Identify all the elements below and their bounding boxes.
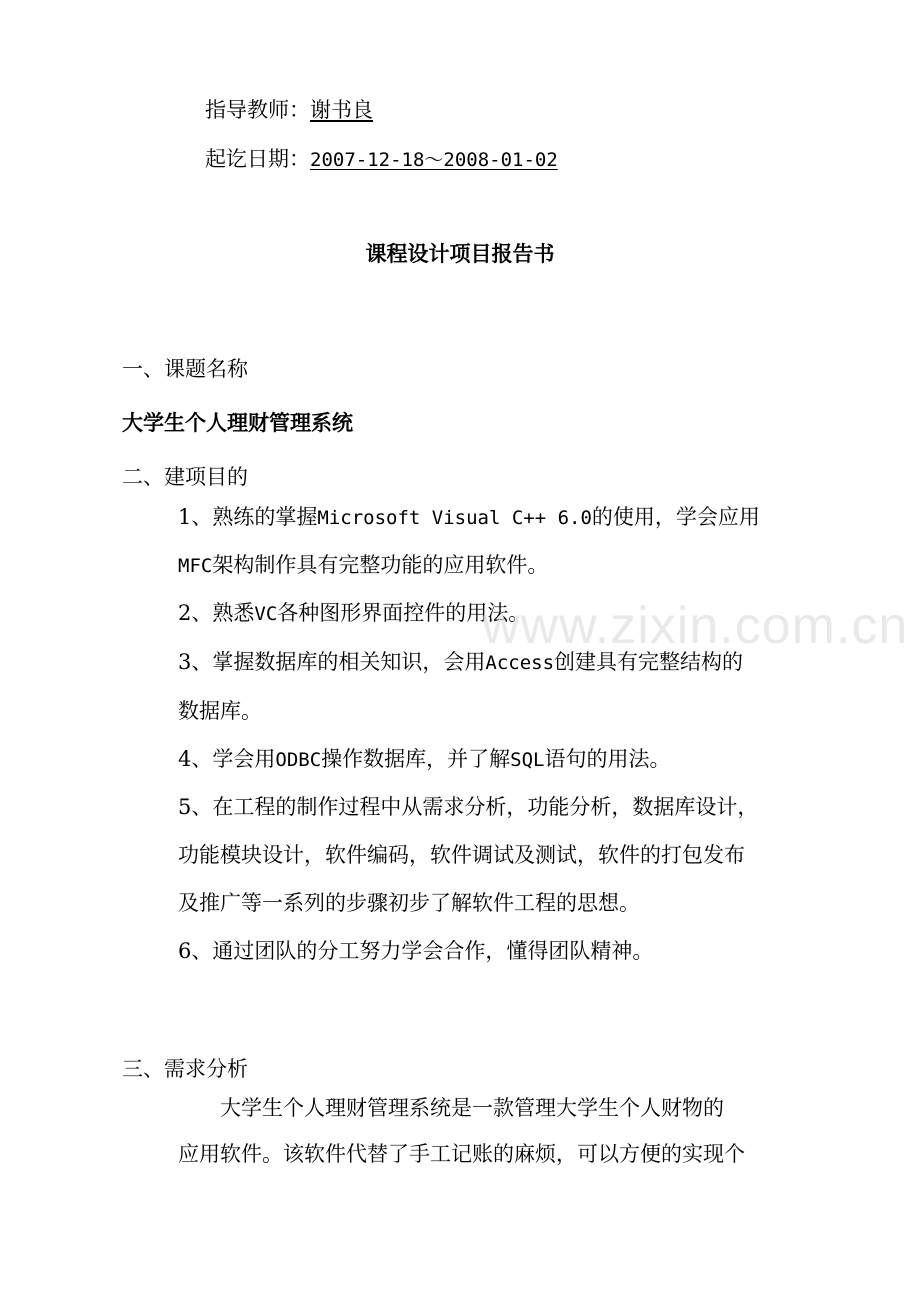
objective-item-4: [178, 745, 670, 774]
section2-heading: 二、建项目的: [122, 465, 248, 489]
item-text: 3、掌握数据库的相关知识，会用: [178, 650, 486, 674]
objective-item-6: 6、通过团队的分工努力学会合作，懂得团队精神。: [178, 939, 654, 963]
document-title: 课程设计项目报告书: [365, 242, 555, 266]
section3-paragraph-line2: 应用软件。该软件代替了手工记账的麻烦，可以方便的实现个: [178, 1142, 745, 1166]
section1-heading: 一、课题名称: [122, 357, 248, 381]
advisor-label: 指导教师：: [205, 98, 310, 122]
date-label: 起讫日期：: [205, 147, 310, 171]
objective-item-1-cont: [178, 551, 548, 580]
item-code: ODBC: [275, 749, 322, 771]
watermark: www.zixin.com.cn: [482, 597, 909, 655]
date-line: [205, 145, 558, 174]
section3-heading: 三、需求分析: [122, 1057, 248, 1081]
project-name: 大学生个人理财管理系统: [122, 411, 353, 435]
item-text: 架构制作具有完整功能的应用软件。: [212, 553, 549, 577]
advisor-name: 谢书良: [310, 98, 373, 122]
item-text: 2、熟悉: [178, 601, 255, 625]
item-code: MFC: [178, 555, 213, 577]
objective-item-5-cont2: 及推广等一系列的步骤初步了解软件工程的思想。: [178, 891, 640, 915]
item-text: 操作数据库，并了解: [321, 747, 511, 771]
objective-item-3-cont: 数据库。: [178, 699, 262, 723]
item-code: Microsoft Visual C++ 6.0: [317, 507, 592, 529]
objective-item-1: [178, 503, 760, 532]
item-code: SQL: [510, 749, 545, 771]
item-text: 4、学会用: [178, 747, 276, 771]
advisor-line: [205, 96, 373, 124]
item-text: 创建具有完整结构的: [554, 650, 744, 674]
item-text: 的使用，学会应用: [591, 505, 760, 529]
objective-item-5: 5、在工程的制作过程中从需求分析，功能分析，数据库设计，: [178, 795, 759, 819]
item-code: VC: [254, 603, 278, 625]
item-text: 各种图形界面控件的用法。: [277, 601, 530, 625]
item-text: 语句的用法。: [544, 747, 671, 771]
date-range: 2007-12-18～2008-01-02: [310, 149, 558, 171]
item-text: 1、熟练的掌握: [178, 505, 318, 529]
section3-paragraph-line1: 大学生个人理财管理系统是一款管理大学生个人财物的: [220, 1096, 724, 1120]
objective-item-2: [178, 599, 529, 628]
item-code: Access: [485, 652, 555, 674]
objective-item-5-cont1: 功能模块设计，软件编码，软件调试及测试，软件的打包发布: [178, 843, 745, 867]
